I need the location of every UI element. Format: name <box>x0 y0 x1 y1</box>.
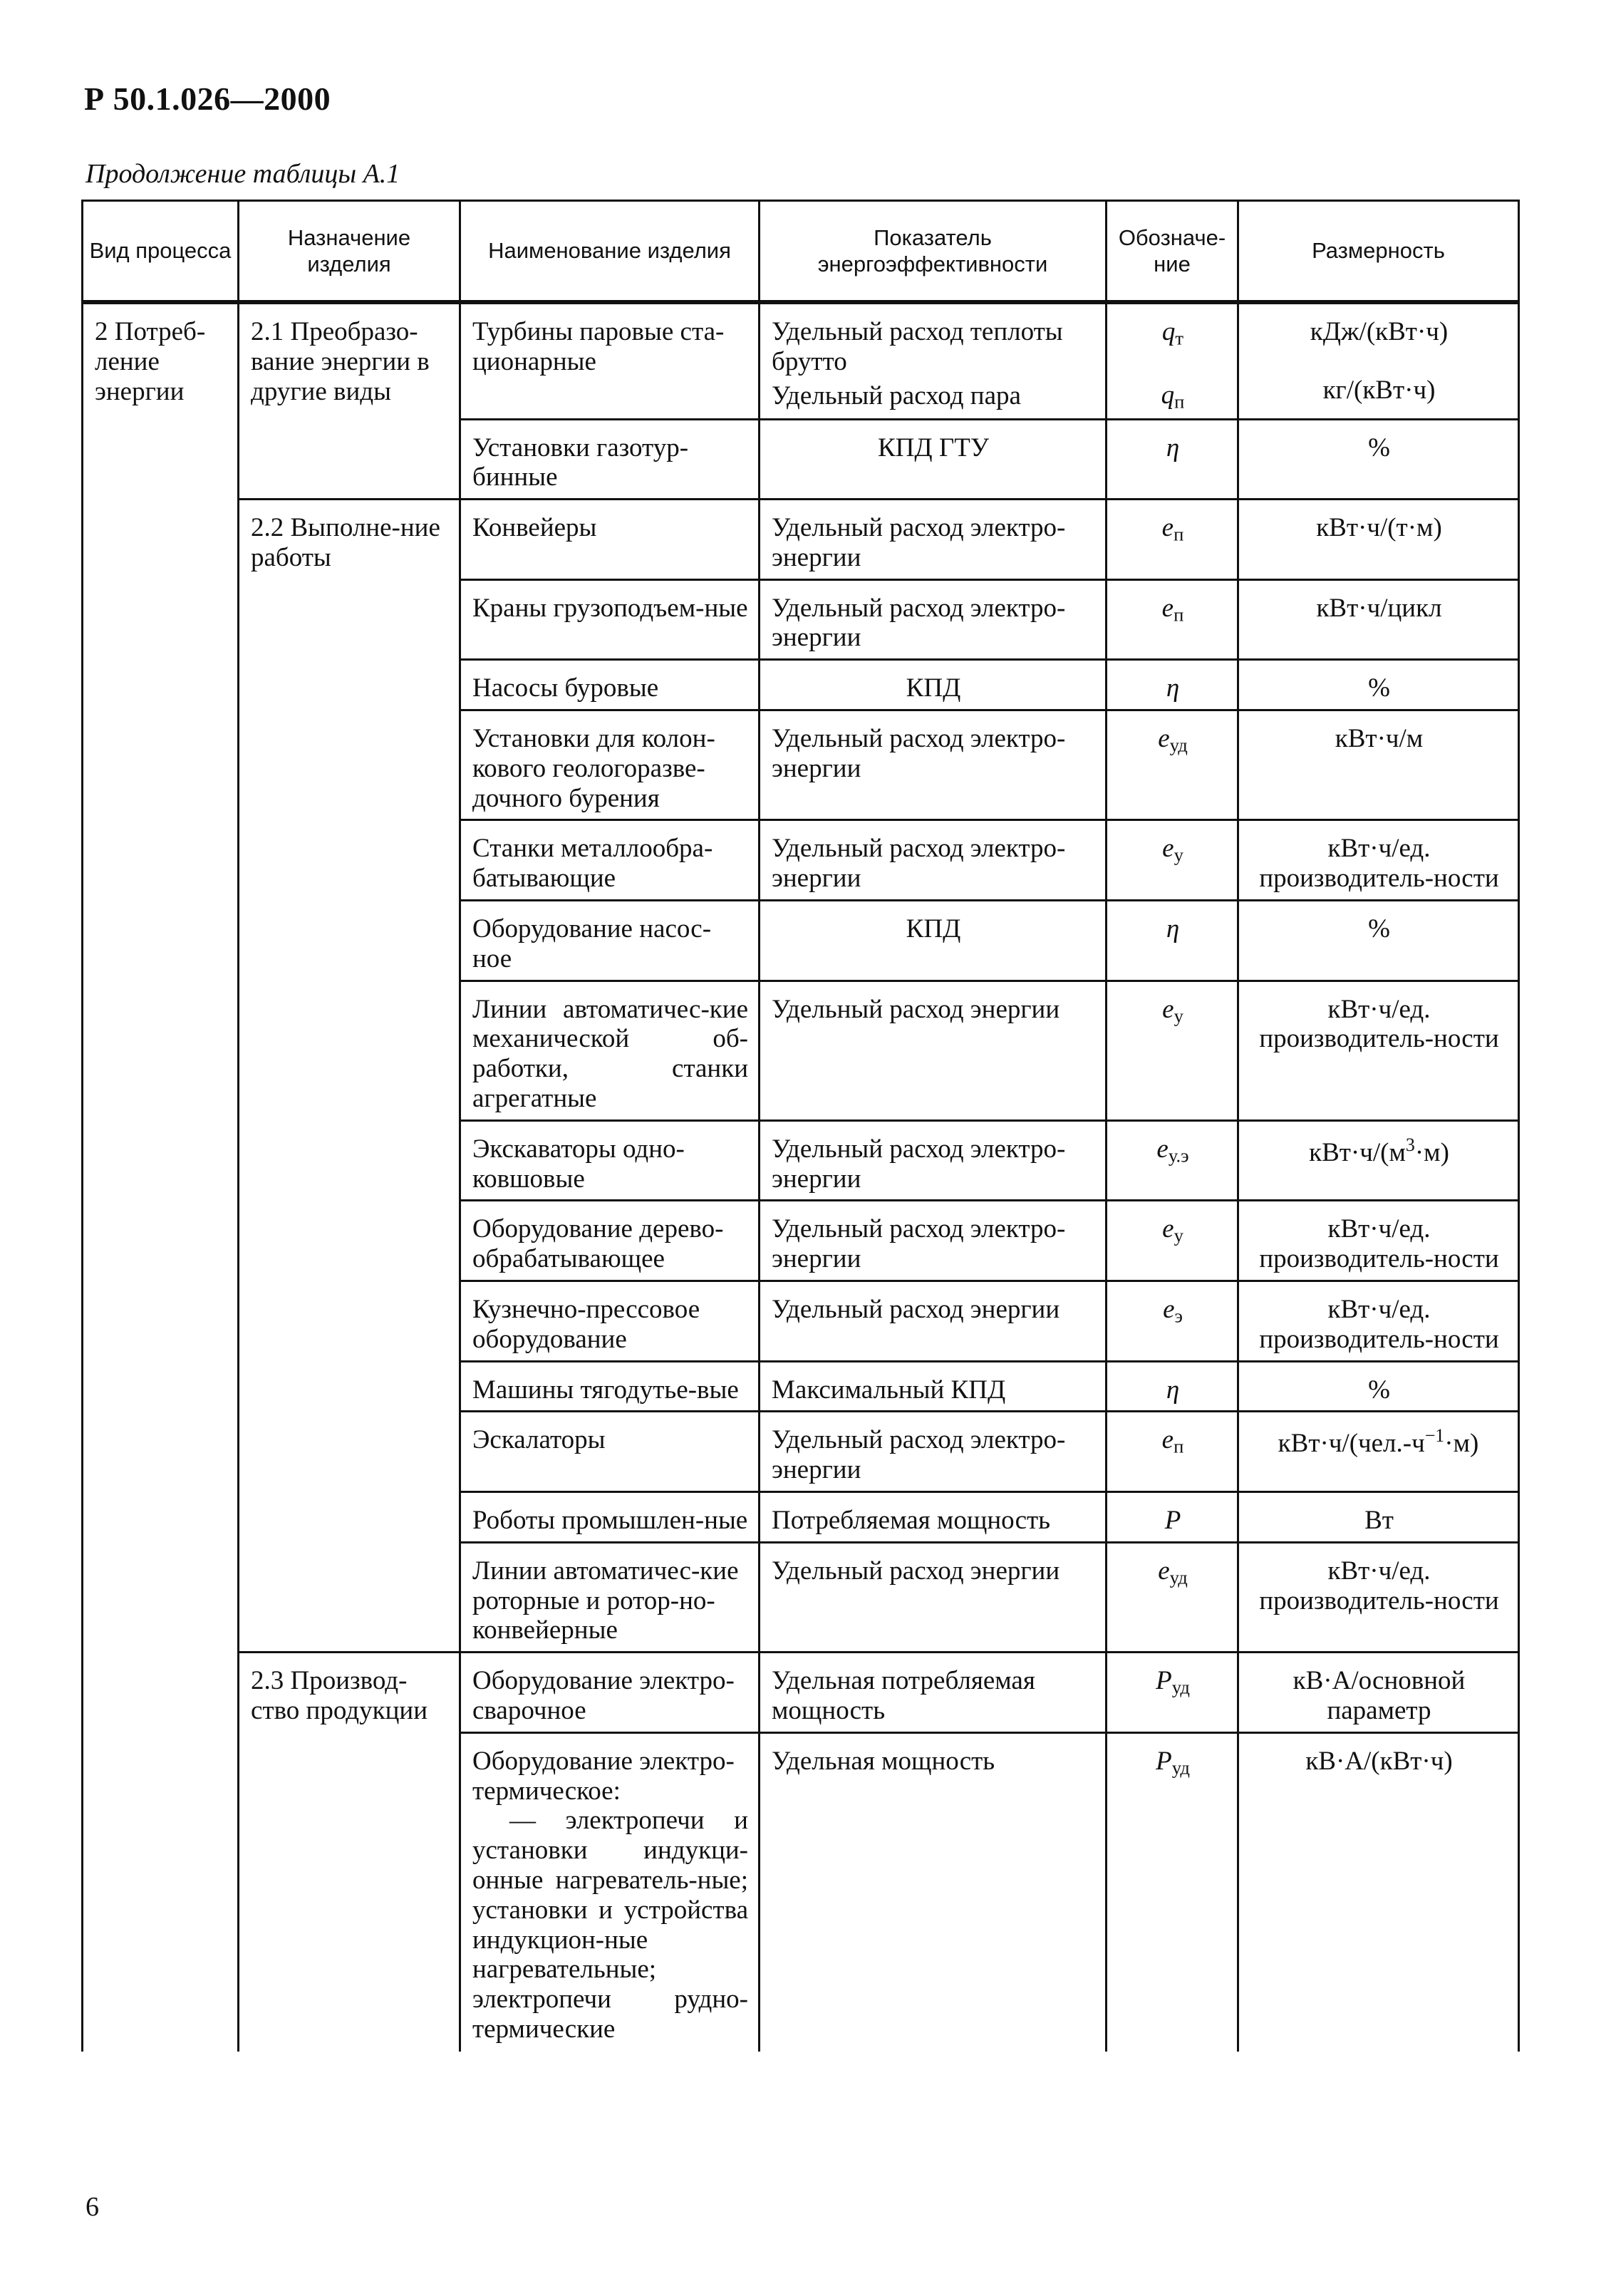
dimension: $кВт\cdot ч/(м^3\cdot м)$ <box>1238 1120 1519 1201</box>
product-name: Экскаваторы одно-ковшовые <box>460 1120 760 1201</box>
indicator <box>760 302 1107 419</box>
indicator: Удельная потребляемая мощность <box>760 1653 1107 1733</box>
indicator: Максимальный КПД <box>760 1361 1107 1412</box>
symbol: $e_{уд}$ <box>1107 710 1238 820</box>
product-name: Краны грузоподъем-ные <box>460 579 760 660</box>
symbol: $e_э$ <box>1107 1281 1238 1362</box>
dimension: кВт·ч/м <box>1238 710 1519 820</box>
product-name: Конвейеры <box>460 500 760 580</box>
product-name: Установки газотур-бинные <box>460 419 760 500</box>
dimension: % <box>1238 1361 1519 1412</box>
symbol: $P_{уд}$ <box>1107 1732 1238 2052</box>
symbol: $e_у$ <box>1107 1201 1238 1281</box>
symbol: $e_п$ <box>1107 1412 1238 1492</box>
indicator-line: Удельный расход пара <box>772 381 1021 410</box>
product-name: Оборудование дерево-обрабатывающее <box>460 1201 760 1281</box>
indicator: Удельный расход энергии <box>760 981 1107 1120</box>
symbol: P <box>1107 1492 1238 1543</box>
product-name: Оборудование электро-сварочное <box>460 1653 760 1733</box>
dimension: кВт·ч/ед. производитель-ности <box>1238 1281 1519 1362</box>
product-name: Роботы промышлен-ные <box>460 1492 760 1543</box>
product-name: Кузнечно-прессовое оборудование <box>460 1281 760 1362</box>
indicator: Удельный расход электро-энергии <box>760 579 1107 660</box>
col-header-symbol: Обозначе-ние <box>1107 201 1238 303</box>
dimension-line: кДж/(кВт·ч) <box>1310 317 1449 346</box>
dimension: кВт·ч/цикл <box>1238 579 1519 660</box>
dimension: кВт·ч/ед. производитель-ности <box>1238 981 1519 1120</box>
symbol: $P_{уд}$ <box>1107 1653 1238 1733</box>
symbol: η <box>1107 1361 1238 1412</box>
table-caption: Продолжение таблицы А.1 <box>86 159 400 189</box>
col-header-product: Наименование изделия <box>460 201 760 303</box>
col-header-indicator: Показатель энергоэффективности <box>760 201 1107 303</box>
dimension: $кВт\cdot ч/(чел.-ч^{-1}\cdot м)$ <box>1238 1412 1519 1492</box>
dimension: % <box>1238 901 1519 981</box>
symbol <box>1107 302 1238 419</box>
symbol-line: $q_т$ <box>1161 317 1184 349</box>
document-id: Р 50.1.026—2000 <box>84 81 331 117</box>
indicator: Удельная мощность <box>760 1732 1107 2052</box>
symbol: $e_у$ <box>1107 820 1238 901</box>
indicator: Удельный расход электро-энергии <box>760 500 1107 580</box>
col-header-dimension: Размерность <box>1238 201 1519 303</box>
symbol: $e_{у.э}$ <box>1107 1120 1238 1201</box>
indicator: Потребляемая мощность <box>760 1492 1107 1543</box>
product-name: Линии автоматичес-кие механической об-работки, станки агрегатные <box>460 981 760 1120</box>
indicator: КПД <box>760 901 1107 981</box>
product-name: Станки металлообра-батывающие <box>460 820 760 901</box>
group-cell-2-2: 2.2 Выполне-ние работы <box>239 500 460 1653</box>
product-name: Турбины паровые ста-ционарные <box>460 302 760 419</box>
symbol: $e_п$ <box>1107 579 1238 660</box>
indicator: КПД ГТУ <box>760 419 1107 500</box>
table-row <box>83 500 1519 580</box>
dimension-line: кг/(кВт·ч) <box>1322 375 1436 405</box>
dimension: кВ·А/(кВт·ч) <box>1238 1732 1519 2052</box>
symbol: $e_{уд}$ <box>1107 1542 1238 1652</box>
symbol-line: $q_п$ <box>1161 380 1185 413</box>
product-name: Установки для колон-кового геологоразве-дочного бурения <box>460 710 760 820</box>
energy-efficiency-table <box>81 200 1520 2052</box>
group-cell-2-1: 2.1 Преобразо-вание энергии в другие виды <box>239 302 460 500</box>
page-number: 6 <box>86 2192 99 2222</box>
dimension: Вт <box>1238 1492 1519 1543</box>
product-name: Линии автоматичес-кие роторные и ротор-но-конвейерные <box>460 1542 760 1652</box>
product-name-line: — электропечи и установки индукци-онные нагреватель-ные; установки и устройства индукцион-ные нагревательные; электропечи рудно-термические <box>472 1806 748 2044</box>
table-header-row <box>83 201 1519 303</box>
dimension: кВт·ч/(т·м) <box>1238 500 1519 580</box>
symbol: η <box>1107 419 1238 500</box>
symbol: $e_п$ <box>1107 500 1238 580</box>
dimension: кВт·ч/ед. производитель-ности <box>1238 1201 1519 1281</box>
table-row <box>83 302 1519 419</box>
indicator: Удельный расход энергии <box>760 1542 1107 1652</box>
dimension: % <box>1238 660 1519 710</box>
product-name: Машины тягодутье-вые <box>460 1361 760 1412</box>
symbol: $e_у$ <box>1107 981 1238 1120</box>
product-name: Эскалаторы <box>460 1412 760 1492</box>
product-name: Насосы буровые <box>460 660 760 710</box>
col-header-purpose: Назначение изделия <box>239 201 460 303</box>
indicator: Удельный расход электро-энергии <box>760 1201 1107 1281</box>
process-cell: 2 Потреб-ление энергии <box>83 302 239 2052</box>
dimension: кВт·ч/ед. производитель-ности <box>1238 820 1519 901</box>
indicator: Удельный расход электро-энергии <box>760 820 1107 901</box>
indicator: Удельный расход энергии <box>760 1281 1107 1362</box>
indicator: Удельный расход электро-энергии <box>760 1412 1107 1492</box>
table-row <box>83 1653 1519 1733</box>
product-name: Оборудование насос-ное <box>460 901 760 981</box>
symbol: η <box>1107 660 1238 710</box>
indicator: КПД <box>760 660 1107 710</box>
product-name-line: Оборудование электро-термическое: <box>472 1746 735 1806</box>
indicator-line: Удельный расход теплоты брутто <box>772 317 1063 376</box>
product-name <box>460 1732 760 2052</box>
dimension: кВ·А/основной параметр <box>1238 1653 1519 1733</box>
symbol: η <box>1107 901 1238 981</box>
dimension: кВт·ч/ед. производитель-ности <box>1238 1542 1519 1652</box>
dimension: % <box>1238 419 1519 500</box>
indicator: Удельный расход электро-энергии <box>760 1120 1107 1201</box>
indicator: Удельный расход электро-энергии <box>760 710 1107 820</box>
dimension <box>1238 302 1519 419</box>
group-cell-2-3: 2.3 Производ-ство продукции <box>239 1653 460 2052</box>
col-header-process: Вид процесса <box>83 201 239 303</box>
